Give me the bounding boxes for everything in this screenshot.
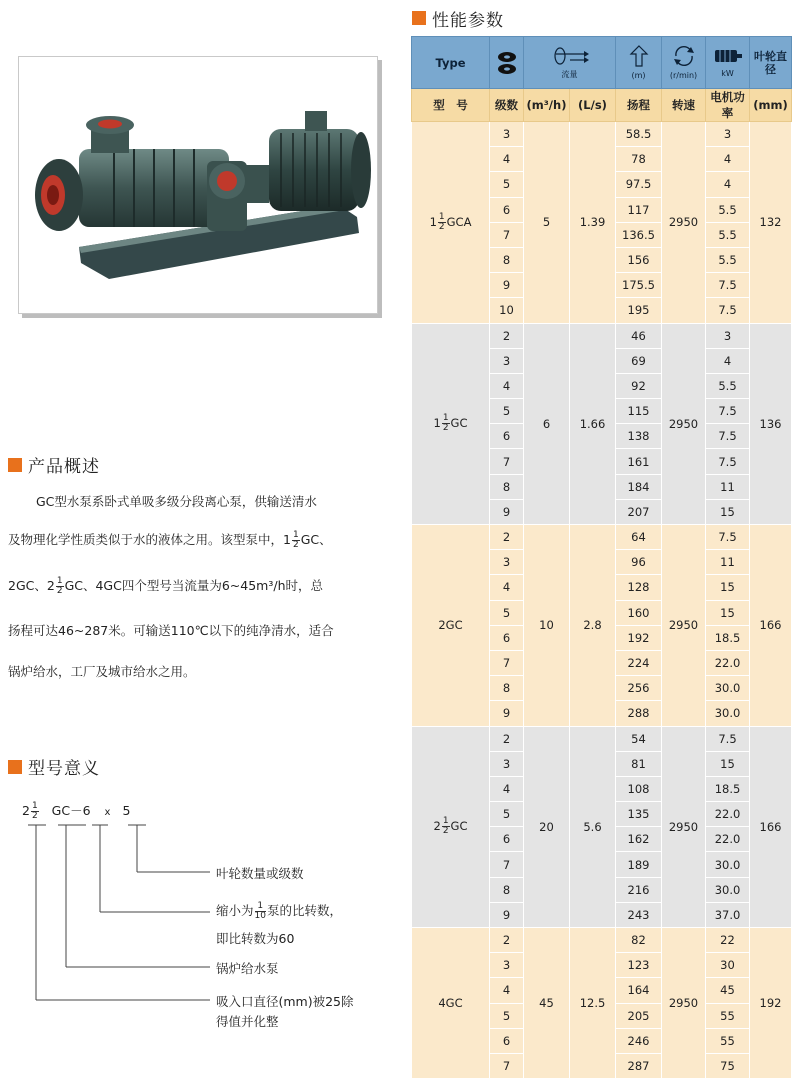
flow-label: 流量 [561,69,578,79]
cell-head: 256 [616,676,662,701]
fraction-numerator: 1 [292,530,299,540]
cell-power: 3 [706,122,750,147]
head-arrow-icon [628,45,650,67]
fraction-numerator: 1 [31,801,38,811]
cell-power: 5.5 [706,197,750,222]
table-header-labels [412,89,792,122]
col-impeller: (mm) [750,89,792,122]
cell-power: 5.5 [706,222,750,247]
header-type: Type [412,37,490,89]
cell-stage: 6 [490,197,524,222]
cell-stage: 3 [490,348,524,373]
cell-flow-m3h: 45 [524,928,570,1079]
cell-power: 37.0 [706,902,750,927]
cell-power: 30.0 [706,701,750,726]
cell-stage: 7 [490,650,524,675]
overview-title-marker [8,458,22,472]
cell-flow-m3h: 10 [524,525,570,727]
col-head: 扬程 [616,89,662,122]
meaning-title-marker [8,760,22,774]
cell-head: 138 [616,424,662,449]
cell-head: 184 [616,474,662,499]
meaning-label-inlet: 吸入口直径(mm)被25除 [216,994,354,1009]
cell-flow-ls: 2.8 [570,525,616,727]
overview-line-3-text: 2GC、 [8,578,47,593]
col-flow-m3h: (m³/h) [524,89,570,122]
cell-power: 55 [706,1003,750,1028]
cell-power: 4 [706,348,750,373]
cell-power: 15 [706,499,750,524]
code-stage: 5 [122,803,131,818]
code-multiply: x [104,807,111,818]
cell-power: 11 [706,550,750,575]
multistage-pump-image [19,57,377,313]
cell-stage: 8 [490,247,524,272]
col-power: 电机功率 [706,89,750,122]
col-speed: 转速 [662,89,706,122]
model-name: 4GC [438,996,463,1011]
model-meaning-diagram [0,795,400,1033]
cell-head: 192 [616,625,662,650]
head-unit: (m) [631,70,646,80]
cell-flow-m3h: 6 [524,323,570,525]
cell-head: 136.5 [616,222,662,247]
fraction-whole: 1 [283,532,291,547]
cell-head: 115 [616,399,662,424]
cell-head: 97.5 [616,172,662,197]
cell-head: 175.5 [616,273,662,298]
power-unit: kW [721,68,734,78]
performance-title-marker [412,11,426,25]
cell-stage: 2 [490,323,524,348]
cell-stage: 9 [490,499,524,524]
cell-power: 18.5 [706,776,750,801]
cell-power: 30.0 [706,877,750,902]
cell-model [412,726,490,928]
table-row [412,726,792,751]
fraction-whole: 2 [46,578,55,593]
cell-model [412,122,490,324]
cell-stage: 6 [490,1028,524,1053]
cell-head: 162 [616,827,662,852]
cell-stage: 7 [490,222,524,247]
overview-line-1: GC型水泵系卧式单吸多级分段离心泵，供输送清水 [36,494,317,509]
cell-power: 55 [706,1028,750,1053]
cell-head: 161 [616,449,662,474]
model-whole: 1 [433,416,441,431]
cell-speed: 2950 [662,122,706,324]
cell-impeller: 166 [750,726,792,928]
cell-head: 287 [616,1053,662,1078]
cell-head: 78 [616,147,662,172]
label-speed-prefix: 缩小为 [216,903,254,918]
cell-power: 4 [706,147,750,172]
overview-line-2-tail: GC、 [300,532,332,547]
cell-power: 45 [706,978,750,1003]
cell-impeller: 192 [750,928,792,1079]
cell-power: 7.5 [706,399,750,424]
model-whole: 2 [433,819,441,834]
cell-head: 205 [616,1003,662,1028]
meaning-label-speed-value: 即比转数为60 [216,931,295,946]
col-flow-ls: (L/s) [570,89,616,122]
table-header-icons [412,37,792,89]
meaning-label-stages: 叶轮数量或级数 [216,866,304,881]
cell-power: 5.5 [706,373,750,398]
meaning-label-boiler: 锅炉给水泵 [216,961,279,976]
model-name: GC [450,416,468,431]
overview-line-3-tail: GC、4GC四个型号当流量为6~45m³/h时，总 [64,578,323,593]
col-model: 型 号 [412,89,490,122]
fraction-numerator: 1 [442,816,449,827]
meaning-label-inlet-2: 得值并化整 [216,1014,279,1029]
cell-stage: 5 [490,600,524,625]
cell-power: 30.0 [706,852,750,877]
table-row [412,928,792,953]
cell-head: 207 [616,499,662,524]
cell-stage: 7 [490,1053,524,1078]
meaning-label-speed [216,901,342,921]
fraction-numerator: 1 [442,413,449,424]
cell-power: 4 [706,172,750,197]
cell-power: 7.5 [706,726,750,751]
speed-unit: (r/min) [669,70,698,80]
cell-head: 69 [616,348,662,373]
cell-head: 117 [616,197,662,222]
cell-power: 3 [706,323,750,348]
header-power [706,37,750,89]
cell-power: 22.0 [706,827,750,852]
cell-power: 22.0 [706,802,750,827]
overview-line-3 [8,576,323,596]
header-speed [662,37,706,89]
cell-stage: 9 [490,273,524,298]
cell-model [412,928,490,1079]
cell-stage: 7 [490,852,524,877]
cell-stage: 5 [490,802,524,827]
cell-stage: 3 [490,550,524,575]
cell-power: 7.5 [706,525,750,550]
cell-stage: 6 [490,827,524,852]
cell-stage: 7 [490,449,524,474]
motor-icon [713,47,743,65]
cell-stage: 3 [490,751,524,776]
cell-power: 7.5 [706,449,750,474]
cell-stage: 3 [490,122,524,147]
rotation-icon [672,45,696,67]
header-impeller-diameter: 叶轮直径 [750,37,792,89]
header-flow [524,37,616,89]
fraction-denominator: 2 [31,811,38,821]
cell-power: 15 [706,600,750,625]
cell-flow-ls: 1.39 [570,122,616,324]
performance-table-wrapper [411,36,791,1079]
code-type-speed: GC－6 [51,803,91,818]
overview-fraction-1 [283,530,301,550]
cell-stage: 4 [490,147,524,172]
overview-line-2-text: 及物理化学性质类似于水的液体之用。该型泵中， [8,532,284,547]
cell-head: 224 [616,650,662,675]
cell-head: 135 [616,802,662,827]
cell-power: 7.5 [706,298,750,323]
cell-head: 160 [616,600,662,625]
cell-power: 22 [706,928,750,953]
fraction-numerator: 1 [255,902,266,912]
cell-stage: 4 [490,575,524,600]
cell-head: 128 [616,575,662,600]
cell-head: 195 [616,298,662,323]
cell-flow-ls: 1.66 [570,323,616,525]
cell-power: 7.5 [706,424,750,449]
model-code [22,801,130,821]
cell-impeller: 132 [750,122,792,324]
model-fraction [442,414,450,433]
fraction-denominator: 2 [438,221,445,232]
cell-power: 75 [706,1053,750,1078]
cell-power: 5.5 [706,247,750,272]
cell-power: 22.0 [706,650,750,675]
cell-power: 30.0 [706,676,750,701]
product-photo-frame [18,56,378,314]
header-head [616,37,662,89]
cell-head: 246 [616,1028,662,1053]
overview-line-4: 扬程可达46~287米。可输送110℃以下的纯净清水，适合 [8,623,334,638]
cell-stage: 2 [490,928,524,953]
model-fraction [442,817,450,836]
performance-table [411,36,792,1079]
label-speed-suffix: 泵的比转数， [266,903,342,918]
cell-speed: 2950 [662,928,706,1079]
cell-flow-m3h: 20 [524,726,570,928]
label-speed-fraction [255,902,266,921]
cell-impeller: 166 [750,525,792,727]
overview-line-5: 锅炉给水，工厂及城市给水之用。 [8,664,196,679]
cell-stage: 9 [490,701,524,726]
cell-stage: 5 [490,1003,524,1028]
fraction-numerator: 1 [56,576,63,586]
cell-speed: 2950 [662,525,706,727]
cell-power: 15 [706,751,750,776]
fraction-denominator: 10 [254,911,266,921]
cell-flow-ls: 5.6 [570,726,616,928]
performance-table-body [412,37,792,1079]
cell-head: 58.5 [616,122,662,147]
code-whole: 2 [22,803,30,818]
cell-stage: 4 [490,373,524,398]
cell-power: 7.5 [706,273,750,298]
cell-model [412,323,490,525]
flow-icon [550,46,590,66]
code-fraction [31,802,39,821]
cell-impeller: 136 [750,323,792,525]
cell-head: 64 [616,525,662,550]
cell-flow-m3h: 5 [524,122,570,324]
model-name: 2GC [438,618,463,633]
table-row [412,323,792,348]
impeller-icon [496,50,518,76]
cell-stage: 5 [490,172,524,197]
cell-head: 108 [616,776,662,801]
header-impeller-icon [490,37,524,89]
cell-head: 82 [616,928,662,953]
cell-head: 46 [616,323,662,348]
fraction [292,531,300,550]
cell-head: 96 [616,550,662,575]
cell-stage: 10 [490,298,524,323]
overview-title: 产品概述 [28,457,100,477]
table-row [412,122,792,147]
performance-title: 性能参数 [432,11,504,31]
cell-speed: 2950 [662,726,706,928]
cell-head: 164 [616,978,662,1003]
fraction-denominator: 2 [442,423,449,434]
model-name: GCA [446,214,472,229]
cell-stage: 8 [490,676,524,701]
cell-stage: 2 [490,525,524,550]
cell-stage: 9 [490,902,524,927]
cell-head: 54 [616,726,662,751]
overview-fraction-2 [46,576,65,596]
model-name: GC [450,819,468,834]
cell-head: 243 [616,902,662,927]
cell-power: 15 [706,575,750,600]
cell-stage: 4 [490,978,524,1003]
cell-power: 30 [706,953,750,978]
cell-head: 92 [616,373,662,398]
col-stages: 级数 [490,89,524,122]
model-fraction [438,213,446,232]
cell-model [412,525,490,727]
fraction-denominator: 2 [442,826,449,837]
cell-stage: 3 [490,953,524,978]
fraction-numerator: 1 [438,211,445,222]
cell-head: 123 [616,953,662,978]
cell-speed: 2950 [662,323,706,525]
overview-line-2 [8,530,332,550]
cell-stage: 5 [490,399,524,424]
cell-head: 156 [616,247,662,272]
cell-stage: 6 [490,625,524,650]
cell-flow-ls: 12.5 [570,928,616,1079]
cell-stage: 4 [490,776,524,801]
fraction [56,577,64,596]
cell-head: 81 [616,751,662,776]
fraction-denominator: 2 [292,540,299,550]
cell-stage: 8 [490,474,524,499]
cell-power: 11 [706,474,750,499]
cell-stage: 8 [490,877,524,902]
cell-power: 18.5 [706,625,750,650]
cell-stage: 6 [490,424,524,449]
cell-head: 288 [616,701,662,726]
cell-stage: 2 [490,726,524,751]
table-row [412,525,792,550]
model-whole: 1 [429,214,437,229]
fraction-denominator: 2 [56,586,63,596]
cell-head: 189 [616,852,662,877]
meaning-title: 型号意义 [28,759,100,779]
cell-head: 216 [616,877,662,902]
